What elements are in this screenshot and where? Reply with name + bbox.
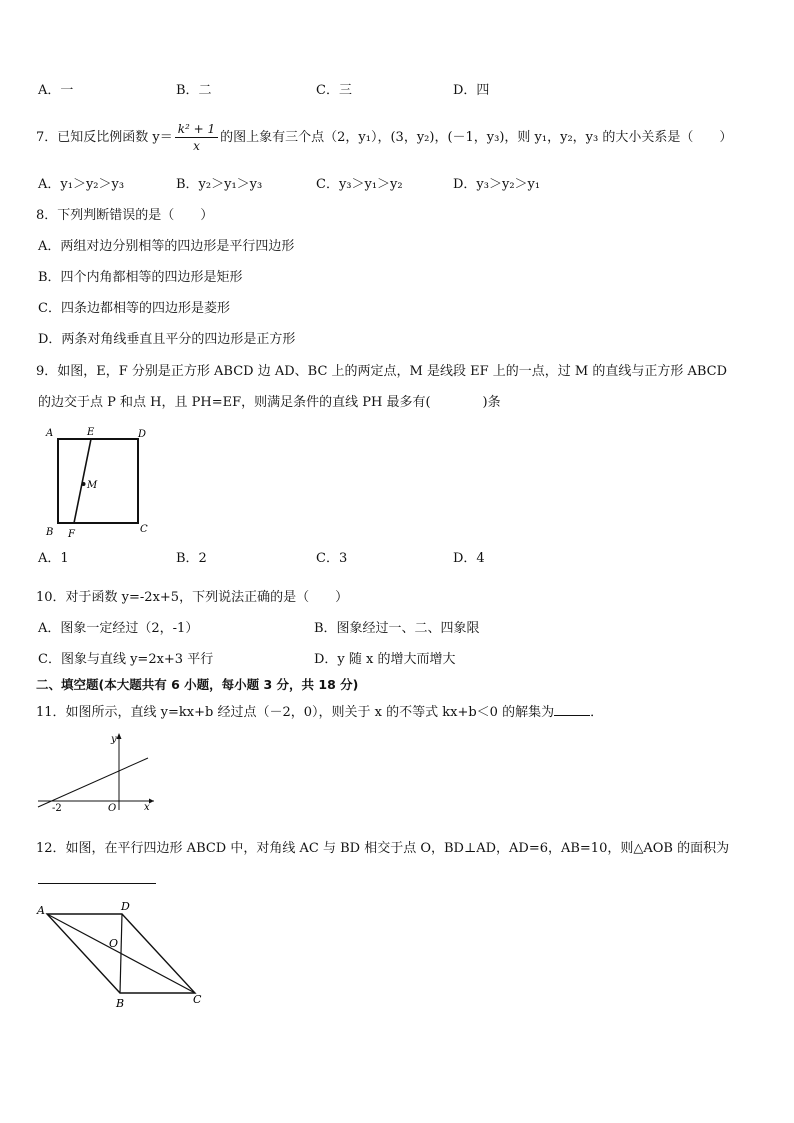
origin-label: O (108, 803, 117, 812)
q7-suffix: 的图上象有三个点（2，y₁），(3，y₂)，(－1，y₃)，则 y₁，y₂，y₃ 的大小关系是（ ） (220, 130, 733, 145)
x-axis-label: x (144, 802, 150, 812)
q9-option-c: C．3 (316, 551, 348, 566)
q7-stem (36, 120, 732, 156)
label-a: A (46, 428, 54, 439)
q11-answer-blank[interactable] (554, 703, 590, 716)
q7-option-a: A．y₁＞y₂＞y₃ (38, 177, 125, 192)
label-b: B (116, 997, 125, 1010)
q12-parallelogram-figure (36, 897, 211, 1012)
label-d: D (121, 900, 130, 913)
q6-option-d: D．四 (453, 83, 490, 98)
q10-option-c: C．图象与直线 y=2x+3 平行 (38, 652, 214, 667)
q8-stem: 8．下列判断错误的是（ ） (36, 208, 214, 223)
q10-stem: 10．对于函数 y=-2x+5，下列说法正确的是（ ） (36, 590, 349, 605)
x-intercept-label: -2 (52, 803, 62, 812)
y-axis-label: y (111, 734, 117, 745)
q9-stem-line2: 的边交于点 P 和点 H，且 PH=EF，则满足条件的直线 PH 最多有( )条 (38, 395, 501, 410)
label-d: D (138, 429, 147, 440)
label-c: C (193, 993, 202, 1006)
label-c: C (140, 524, 148, 535)
label-f: F (68, 529, 75, 540)
point-m (82, 482, 86, 486)
label-m: M (87, 480, 98, 491)
q7-option-d: D．y₃＞y₂＞y₁ (453, 177, 541, 192)
q7-prefix: 7．已知反比例函数 y＝ (36, 130, 173, 145)
label-o: O (109, 937, 119, 950)
q9-stem-line1: 9．如图，E，F 分别是正方形 ABCD 边 AD、BC 上的两定点，M 是线段 EF 上的一点，过 M 的直线与正方形 ABCD (36, 364, 728, 379)
q11-stem-text: 11．如图所示，直线 y=kx+b 经过点（－2，0），则关于 x 的不等式 kx+b＜0 的解集为 (36, 705, 555, 720)
q11-stem (36, 703, 603, 722)
q8-option-b: B．四个内角都相等的四边形是矩形 (38, 270, 243, 285)
section-fill-in-heading: 二、填空题(本大题共有 6 小题，每小题 3 分，共 18 分) (36, 677, 359, 692)
q7-frac-numerator: k² + 1 (175, 121, 218, 138)
q9-option-a: A．1 (38, 551, 69, 566)
square-abcd (58, 439, 138, 523)
q10-option-a: A．图象一定经过（2，-1） (38, 621, 199, 636)
x-axis-arrow (149, 799, 154, 804)
q12-answer-blank[interactable] (38, 883, 156, 884)
q9-option-b: B．2 (176, 551, 207, 566)
label-e: E (87, 427, 95, 438)
q10-option-b: B．图象经过一、二、四象限 (314, 621, 480, 636)
q6-option-b: B．二 (176, 83, 212, 98)
label-b: B (46, 527, 54, 538)
q7-option-c: C．y₃＞y₁＞y₂ (316, 177, 403, 192)
q8-option-c: C．四条边都相等的四边形是菱形 (38, 301, 230, 316)
q6-option-a: A．一 (38, 83, 74, 98)
q9-option-d: D．4 (453, 551, 485, 566)
q10-option-d: D．y 随 x 的增大而增大 (314, 652, 456, 667)
q8-option-a: A．两组对边分别相等的四边形是平行四边形 (38, 239, 295, 254)
q7-fraction (175, 121, 218, 154)
line-y-kx-b (38, 758, 148, 807)
q7-option-b: B．y₂＞y₁＞y₃ (176, 177, 263, 192)
q7-frac-denominator: x (193, 139, 200, 153)
q6-option-c: C．三 (316, 83, 352, 98)
q9-square-figure (40, 424, 160, 544)
q8-option-d: D．两条对角线垂直且平分的四边形是正方形 (38, 332, 296, 347)
q11-stem-end: ． (590, 705, 604, 720)
q11-line-graph (36, 730, 156, 812)
q12-stem: 12．如图，在平行四边形 ABCD 中，对角线 AC 与 BD 相交于点 O，BD⊥AD，AD=6，AB=10，则△AOB 的面积为 (36, 841, 730, 856)
label-a: A (37, 904, 45, 917)
y-axis-arrow (117, 733, 122, 739)
